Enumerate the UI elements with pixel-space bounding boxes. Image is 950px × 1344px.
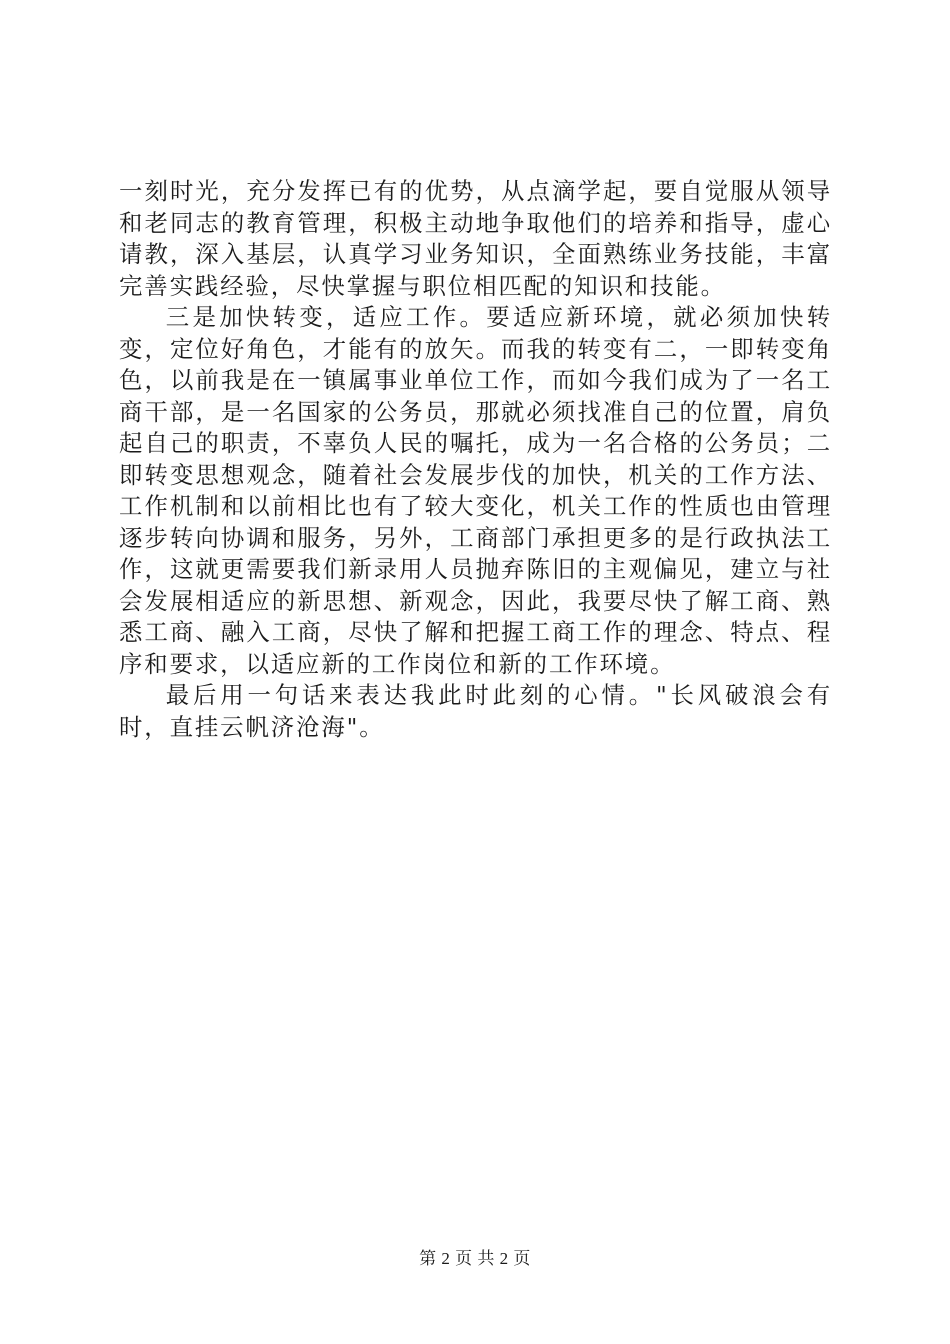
paragraph-closing: 最后用一句话来表达我此时此刻的心情。"长风破浪会有时，直挂云帆济沧海"。 bbox=[119, 681, 832, 741]
paragraph-continuation: 一刻时光，充分发挥已有的优势，从点滴学起，要自觉服从领导和老同志的教育管理，积极主动地争取他们的培养和指导，虚心请教，深入基层，认真学习业务知识，全面熟练业务技能，丰富完善实践经验，尽快掌握与职位相匹配的知识和技能。 bbox=[119, 177, 832, 300]
page-number-footer: 第 2 页 共 2 页 bbox=[419, 1249, 531, 1268]
paragraph-adapt-work: 三是加快转变，适应工作。要适应新环境，就必须加快转变，定位好角色，才能有的放矢。而我的转变有二，一即转变角色，以前我是在一镇属事业单位工作，而如今我们成为了一名工商干部，是一名国家的公务员，那就必须找准自己的位置，肩负起自己的职责，不辜负人民的嘱托，成为一名合格的公务员；二即转变思想观念，随着社会发展步伐的加快，机关的工作方法、工作机制和以前相比也有了较大变化，机关工作的性质也由管理逐步转向协调和服务，另外，工商部门承担更多的是行政执法工作，这就更需要我们新录用人员抛弃陈旧的主观偏见，建立与社会发展相适应的新思想、新观念，因此，我要尽快了解工商、熟悉工商、融入工商，尽快了解和把握工商工作的理念、特点、程序和要求，以适应新的工作岗位和新的工作环境。 bbox=[119, 303, 832, 678]
document-body bbox=[119, 176, 832, 743]
